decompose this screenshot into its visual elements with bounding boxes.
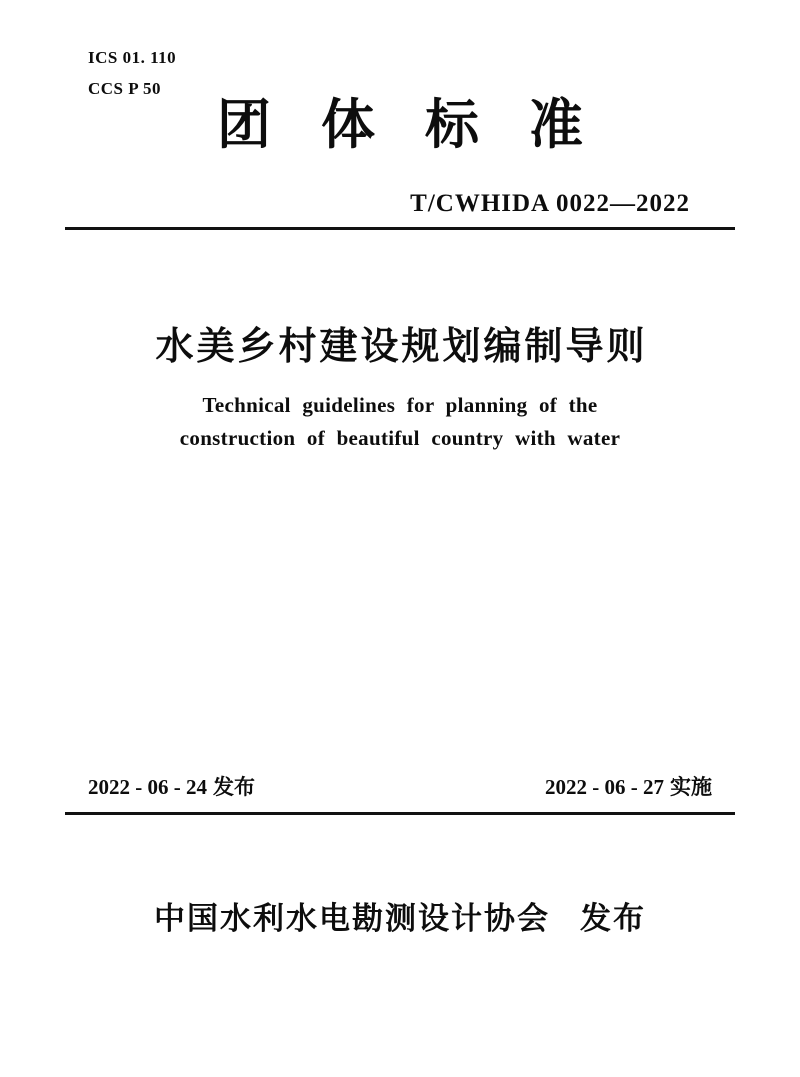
ics-code: ICS 01. 110 <box>88 48 177 67</box>
standard-title-english-line2: construction of beautiful country with water <box>179 426 621 450</box>
implement-date: 2022 - 06 - 27 <box>545 775 664 799</box>
bottom-horizontal-rule <box>65 812 735 815</box>
standard-title-chinese: 水美乡村建设规划编制导则 <box>155 326 648 368</box>
implement-date-line <box>545 771 712 801</box>
publisher-action-label: 发布 <box>580 901 646 936</box>
top-horizontal-rule <box>65 227 735 230</box>
publish-date-line <box>88 771 255 801</box>
dates-row <box>88 771 712 801</box>
ccs-code: CCS P 50 <box>88 79 161 98</box>
publish-date: 2022 - 06 - 24 <box>88 775 207 799</box>
implement-date-label: 实施 <box>670 775 712 799</box>
standard-title-english <box>0 389 800 455</box>
standard-number: T/CWHIDA 0022—2022 <box>410 190 690 217</box>
publisher-name: 中国水利水电勘测设计协会 <box>154 901 550 936</box>
standard-title-english-line1: Technical guidelines for planning of the <box>202 393 598 417</box>
document-type-title: 团体标准 <box>217 95 633 155</box>
publish-date-label: 发布 <box>213 775 255 799</box>
publisher-line <box>0 893 800 938</box>
